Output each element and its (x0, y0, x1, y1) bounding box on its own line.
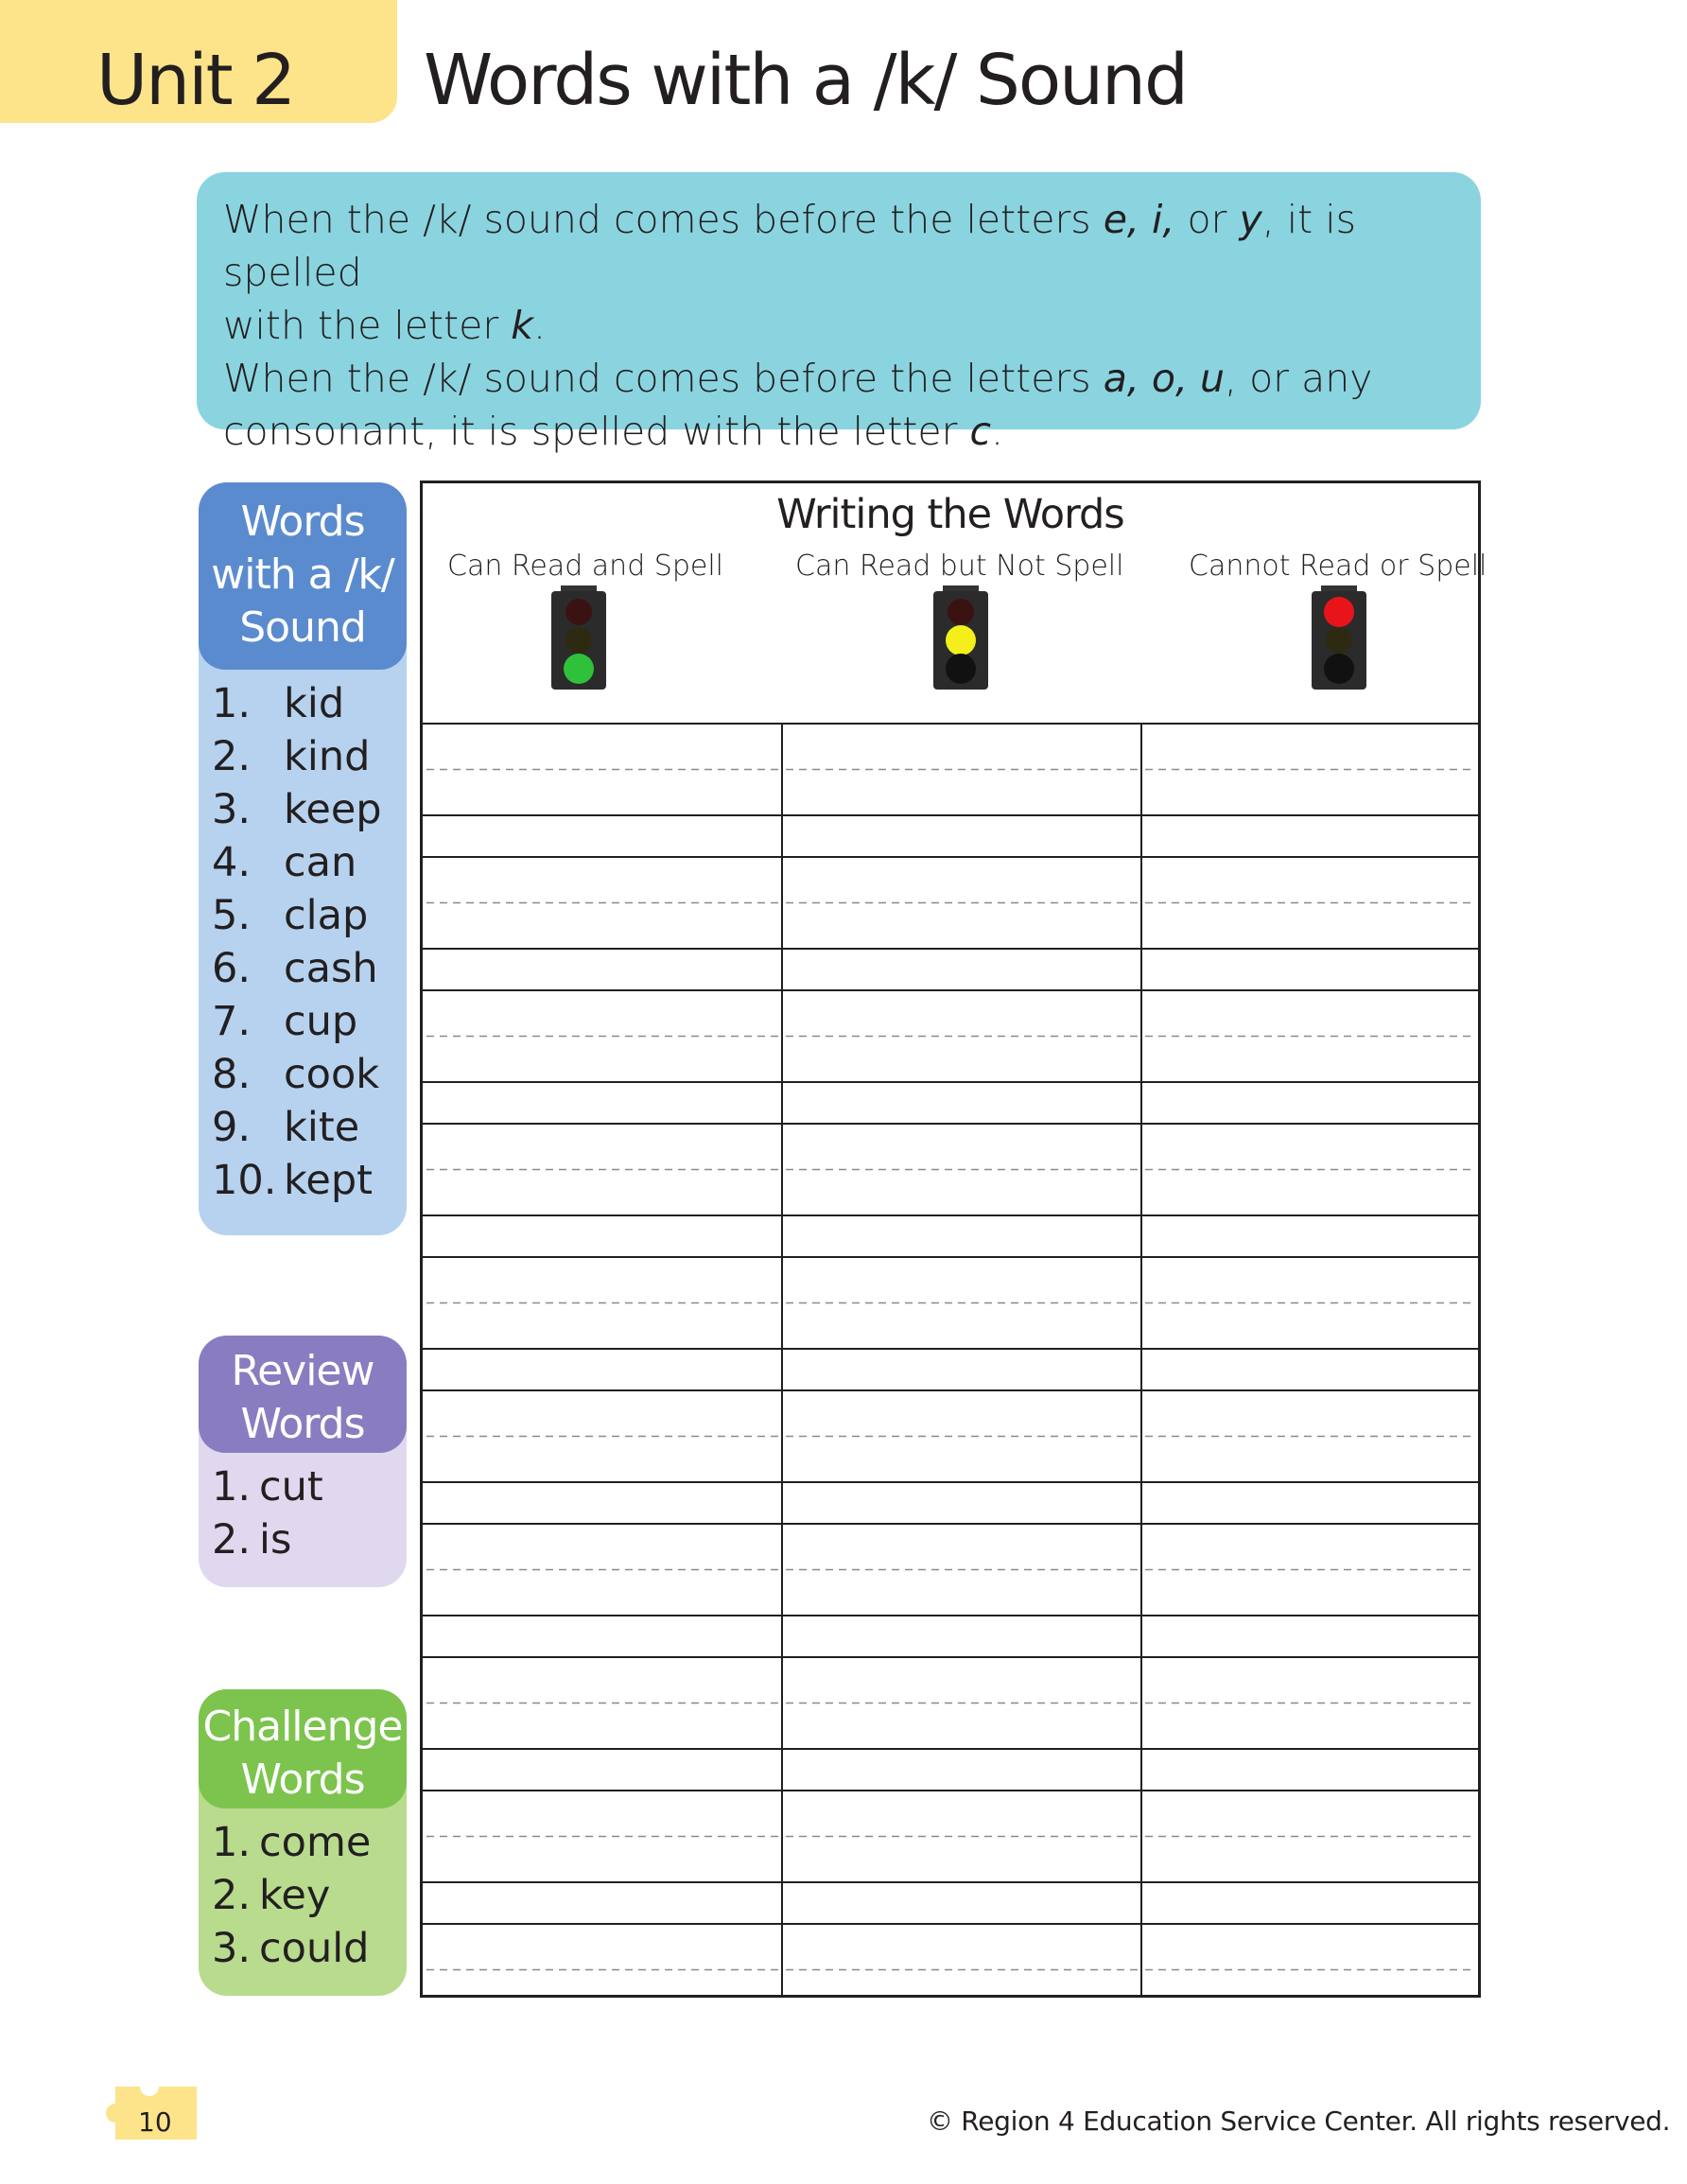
list-item: 7. cup (212, 998, 358, 1045)
review-words-heading: Review Words (199, 1336, 407, 1453)
list-item: 5. clap (212, 892, 369, 939)
rule-line-1: When the /k/ sound comes before the letters e, i, or y, it is spelled (223, 197, 1357, 295)
rule-line-4: consonant, it is spelled with the letter c. (223, 409, 1004, 454)
yellow-traffic-light-icon (933, 585, 988, 690)
rule-line-3: When the /k/ sound comes before the letters a, o, u, or any (223, 356, 1373, 401)
list-item: 1. kid (212, 680, 345, 727)
challenge-words-heading: Challenge Words (199, 1689, 407, 1808)
spelling-rule-box (197, 172, 1481, 454)
list-item: 1. come (212, 1819, 372, 1866)
unit-label: Unit 2 (96, 40, 295, 121)
challenge-word-list (199, 1808, 407, 1983)
list-item: 4. can (212, 839, 357, 886)
word-list-box (199, 482, 407, 1235)
list-item: 2. kind (212, 733, 371, 780)
column-header-can-read-not-spell: Can Read but Not Spell (795, 550, 1124, 583)
column-header-can-read-and-spell: Can Read and Spell (447, 550, 723, 583)
copyright-notice: © Region 4 Education Service Center. All rights reserved. (927, 2105, 1671, 2137)
list-item: 2. is (212, 1516, 292, 1564)
page-number: 10 (138, 2106, 172, 2138)
column-header-cannot-read-or-spell: Cannot Read or Spell (1189, 550, 1487, 583)
rule-line-2: with the letter k. (223, 303, 547, 348)
challenge-words-box (199, 1689, 407, 1996)
writing-table (420, 480, 1487, 1998)
list-item: 3. could (212, 1925, 370, 1972)
list-item: 9. kite (212, 1104, 360, 1151)
review-word-list (199, 1453, 407, 1574)
writing-grid (423, 483, 1478, 1995)
list-item: 1. cut (212, 1463, 323, 1511)
list-item: 3. keep (212, 786, 382, 833)
review-words-box (199, 1336, 407, 1587)
page-title: Words with a /k/ Sound (424, 40, 1187, 121)
writing-table-title: Writing the Words (776, 491, 1124, 538)
list-item: 2. key (212, 1872, 331, 1919)
red-traffic-light-icon (1312, 585, 1366, 690)
list-item: 10. kept (212, 1157, 373, 1204)
list-item: 6. cash (212, 945, 378, 992)
green-traffic-light-icon (551, 585, 606, 690)
word-list-heading: Words with a /k/ Sound (199, 482, 407, 670)
list-item: 8. cook (212, 1051, 380, 1098)
word-list (199, 670, 407, 1214)
